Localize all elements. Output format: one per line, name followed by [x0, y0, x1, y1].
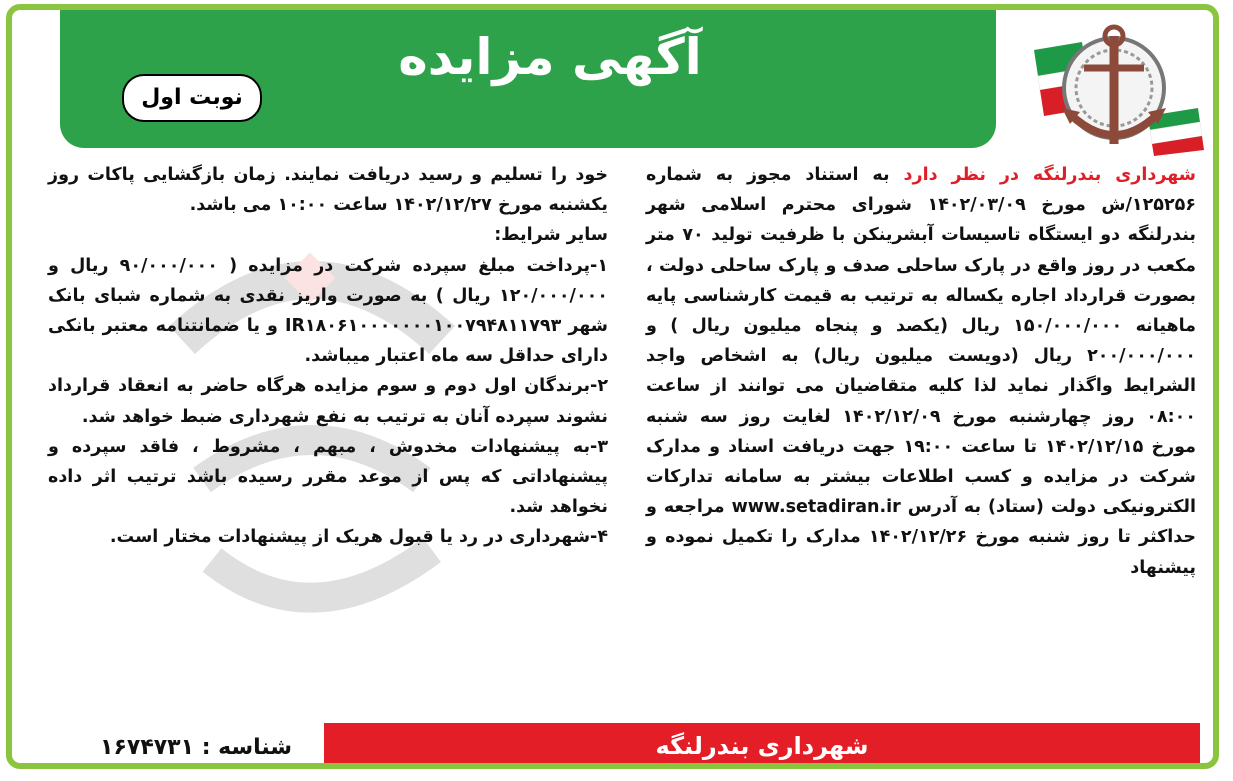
conditions-heading: سایر شرایط:	[494, 225, 608, 246]
condition-item-3: ۳-به پیشنهادات مخدوش ، مبهم ، مشروط ، فاقد سپرده و پیشنهاداتی که پس از موعد مقرر رسیده باشد ترتیب اثر داده نخواهد شد.	[48, 436, 608, 518]
condition-item-1: ۱-پرداخت مبلغ سپرده شرکت در مزایده ( ۹۰/۰۰۰/۰۰۰ ریال و ۱۲۰/۰۰۰/۰۰۰ ریال ) به صورت واریز نقدی به شماره شبای بانک شهر IR۱۸۰۶۱۰۰۰۰۰۰۰۱۰۰۷۹۴۸۱۱۷۹۳ و یا ضمانتنامه معتبر بانکی دارای حداقل سه ماه اعتبار میباشد.	[48, 255, 608, 367]
main-paragraph-text	[646, 160, 1196, 583]
paragraph-body: به استناد مجوز به شماره ۱۲۵۲۵۶/ش مورخ ۱۴۰۲/۰۳/۰۹ شورای محترم اسلامی شهر بندرلنگه دو ایستگاه تاسیسات آبشرینکن با ظرفیت تولید ۷۰ متر مکعب در روز واقع در پارک ساحلی صدف و پارک ساحلی دولت ، بصورت قرارداد اجاره یکساله به ترتیب به قیمت کارشناسی پایه ماهیانه ۱۵۰/۰۰۰/۰۰۰ ریال (یکصد و پنجاه میلیون ریال ) و ۲۰۰/۰۰۰/۰۰۰ ریال (دویست میلیون ریال) به اشخاص واجد الشرایط واگذار نماید لذا کلیه متقاضیان می توانند از ساعت ۰۸:۰۰ روز چهارشنبه مورخ ۱۴۰۲/۱۲/۰۹ لغایت روز سه شنبه مورخ ۱۴۰۲/۱۲/۱۵ تا ساعت ۱۹:۰۰ جهت دریافت اسناد و مدارک شرکت در مزایده و کسب اطلاعات بیشتر به سامانه تدارکات الکترونیکی دولت (ستاد) به آدرس www.setadiran.ir مراجعه و حداکثر تا روز شنبه مورخ ۱۴۰۲/۱۲/۲۶ مدارک را تکمیل نموده و پیشنهاد	[646, 165, 1197, 578]
round-badge: نوبت اول	[122, 74, 262, 122]
notice-frame	[6, 4, 1219, 769]
condition-item-4: ۴-شهرداری در رد یا قبول هریک از پیشنهادات مختار است.	[109, 527, 608, 548]
lead-red-text: شهرداری بندرلنگه در نظر دارد	[903, 165, 1196, 185]
anchor-emblem-icon	[1022, 16, 1212, 156]
header-banner	[60, 4, 996, 148]
footer-id: شناسه : ۱۶۷۴۷۳۱	[100, 735, 292, 760]
notice-title: آگهی مزایده	[398, 28, 702, 86]
footer-organization-bar: شهرداری بندرلنگه	[324, 723, 1200, 769]
conditions-column	[48, 160, 608, 553]
condition-item-2: ۲-برندگان اول دوم و سوم مزایده هرگاه حاضر به انعقاد قرارداد نشوند سپرده آنان به ترتیب به نفع شهرداری ضبط خواهد شد.	[48, 376, 608, 427]
continuation-text: خود را تسلیم و رسید دریافت نمایند. زمان بازگشایی پاکات روز یکشنبه مورخ ۱۴۰۲/۱۲/۲۷ ساعت ۱۰:۰۰ می باشد.	[48, 165, 608, 216]
main-paragraph	[646, 160, 1196, 583]
